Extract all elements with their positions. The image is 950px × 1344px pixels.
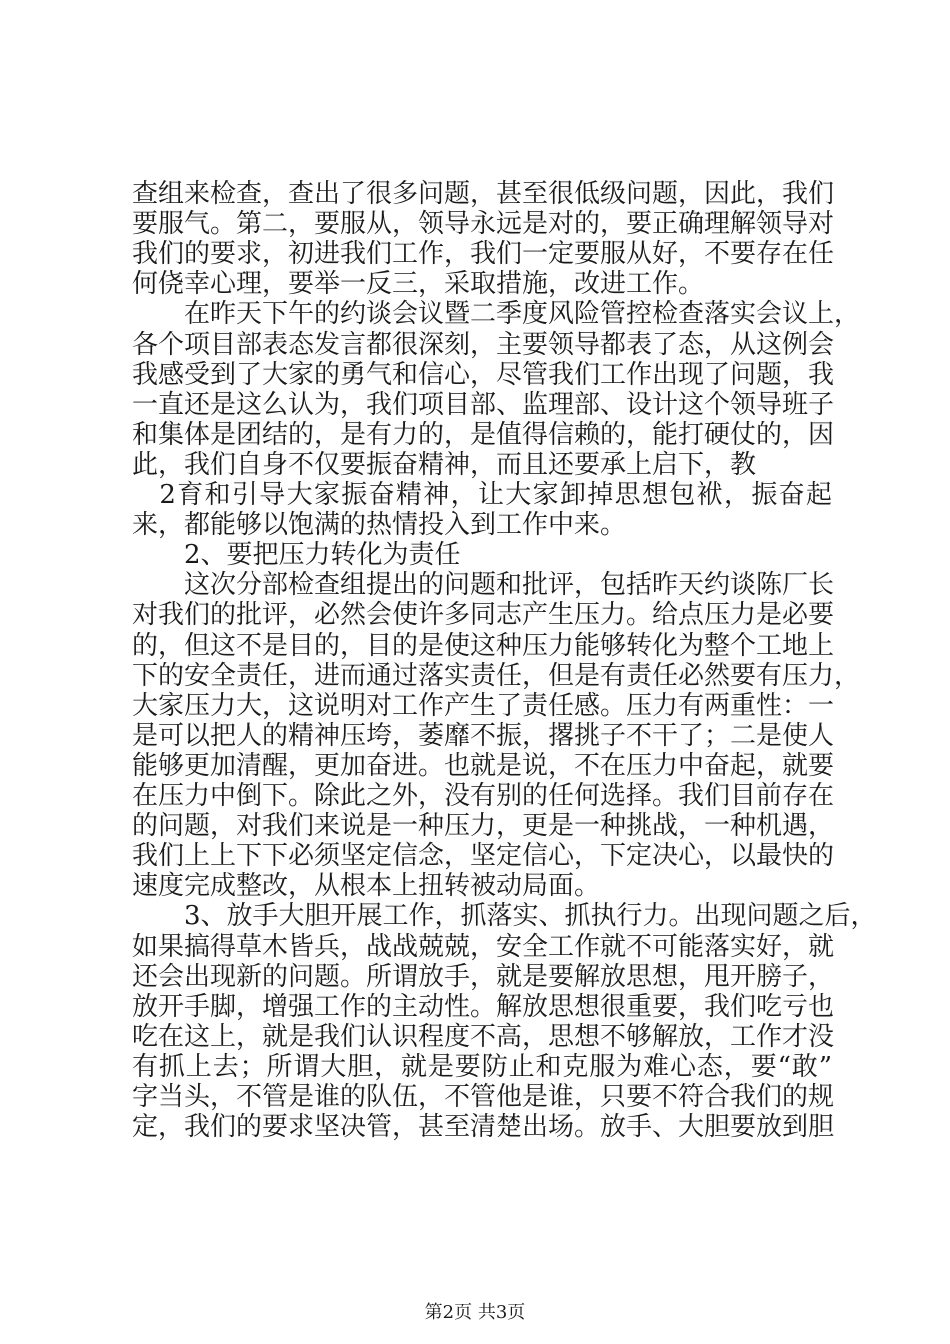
text-line: 我感受到了大家的勇气和信心，尽管我们工作出现了问题，我 <box>132 360 835 390</box>
text-line: 来，都能够以饱满的热情投入到工作中来。 <box>132 510 627 540</box>
text-line: 和集体是团结的，是有力的，是值得信赖的，能打硬仗的，因 <box>132 420 835 450</box>
text-line: 字当头，不管是谁的队伍，不管他是谁，只要不符合我们的规 <box>132 1082 835 1112</box>
text-line: 大家压力大，这说明对工作产生了责任感。压力有两重性：一 <box>132 691 835 721</box>
text-line: 查组来检查，查出了很多问题，甚至很低级问题，因此，我们 <box>132 179 835 209</box>
text-line: 在压力中倒下。除此之外，没有别的任何选择。我们目前存在 <box>132 781 835 811</box>
text-line: 放开手脚，增强工作的主动性。解放思想很重要，我们吃亏也 <box>132 992 835 1022</box>
text-line: 一直还是这么认为，我们项目部、监理部、设计这个领导班子 <box>132 390 835 420</box>
text-line: 能够更加清醒，更加奋进。也就是说，不在压力中奋起，就要 <box>132 751 835 781</box>
text-line: 在昨天下午的约谈会议暨二季度风险管控检查落实会议上， <box>132 299 861 329</box>
text-line: 各个项目部表态发言都很深刻，主要领导都表了态，从这例会 <box>132 330 835 360</box>
text-line: 还会出现新的问题。所谓放手，就是要解放思想，甩开膀子， <box>132 962 835 992</box>
text-line: 对我们的批评，必然会使许多同志产生压力。给点压力是必要 <box>132 600 835 630</box>
text-line: 2、要把压力转化为责任 <box>132 540 461 570</box>
text-line: 如果搞得草木皆兵，战战兢兢，安全工作就不可能落实好，就 <box>132 932 835 962</box>
text-line: 此，我们自身不仅要振奋精神，而且还要承上启下，教 <box>132 450 757 480</box>
text-line: 定，我们的要求坚决管，甚至清楚出场。放手、大胆要放到胆 <box>132 1112 835 1142</box>
text-line: 2育和引导大家振奋精神，让大家卸掉思想包袱，振奋起 <box>132 480 832 510</box>
text-line: 3、放手大胆开展工作，抓落实、抓执行力。出现问题之后， <box>132 901 877 931</box>
text-line: 何侥幸心理，要举一反三，采取措施，改进工作。 <box>132 269 705 299</box>
text-line: 速度完成整改，从根本上扭转被动局面。 <box>132 871 601 901</box>
text-line: 是可以把人的精神压垮，萎靡不振，撂挑子不干了；二是使人 <box>132 721 835 751</box>
text-line: 的，但这不是目的，目的是使这种压力能够转化为整个工地上 <box>132 631 835 661</box>
text-line: 吃在这上，就是我们认识程度不高，思想不够解放，工作才没 <box>132 1022 835 1052</box>
text-line: 我们上上下下必须坚定信念，坚定信心，下定决心，以最快的 <box>132 841 835 871</box>
text-line: 下的安全责任，进而通过落实责任，但是有责任必然要有压力， <box>132 661 861 691</box>
text-line: 有抓上去；所谓大胆，就是要防止和克服为难心态，要“敢” <box>132 1052 832 1082</box>
page-footer: 第2页 共3页 <box>424 1302 526 1323</box>
text-line: 的问题，对我们来说是一种压力，更是一种挑战，一种机遇， <box>132 811 835 841</box>
text-line: 要服气。第二，要服从，领导永远是对的，要正确理解领导对 <box>132 209 835 239</box>
text-line: 我们的要求，初进我们工作，我们一定要服从好，不要存在任 <box>132 239 835 269</box>
text-line: 这次分部检查组提出的问题和批评，包括昨天约谈陈厂长 <box>132 570 835 600</box>
